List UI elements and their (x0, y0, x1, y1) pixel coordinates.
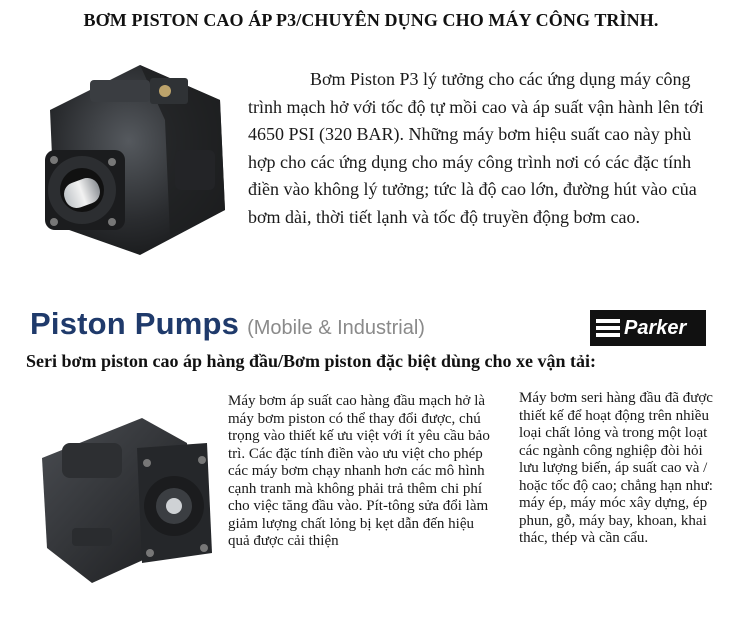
brand-header (30, 306, 730, 352)
series-description-left: Máy bơm áp suất cao hàng đầu mạch hở là máy bơm piston có thể thay đổi được, chú trọng vào thiết kế ưu việt với ít yêu cầu bảo trì. Các đặc tính điền vào ưu việt cho phép các máy bơm chạy nhanh hơn các mô hình cạnh tranh mà không phải trả thêm chi phí cho việc tăng đầu vào. Pít-tông sửa đổi làm giảm lượng chất lỏng bị kẹt dẫn đến hiệu quả được cải thiện (228, 393, 490, 549)
series-description-right: Máy bơm seri hàng đầu đã được thiết kế để hoạt động trên nhiều loại chất lỏng và trong một loạt các ngành công nghiệp đòi hỏi lưu lượng biến, áp suất cao và / hoặc tốc độ cao; chẳng hạn như: máy ép, máy móc xây dựng, ép phun, gỗ, máy bay, khoan, khai thác, thép và cần cẩu. (519, 390, 713, 546)
brand-title: Piston Pumps (30, 306, 240, 341)
series-piston-pump-image (22, 388, 218, 608)
p3-paragraph: Bơm Piston P3 lý tưởng cho các ứng dụng máy công trình mạch hở với tốc độ tự mồi cao và áp suất vận hành lên tới 4650 PSI (320 BAR). Những máy bơm hiệu suất cao này phù hợp cho các ứng dụng cho máy công trình nơi có các đặc tính điền vào không lý tưởng; tức là độ cao lớn, đường hút vào của bơm dài, thời tiết lạnh và tốc độ truyền động bơm cao. (248, 69, 704, 227)
series-heading: Seri bơm piston cao áp hàng đầu/Bơm piston đặc biệt dùng cho xe vận tải: (26, 351, 597, 371)
logo-text: Parker (624, 317, 687, 339)
logo-stripe (596, 319, 620, 323)
logo-stripe (596, 326, 620, 330)
p3-description (248, 66, 718, 231)
logo-stripe (596, 333, 620, 337)
parker-logo (590, 310, 706, 346)
page-title: BƠM PISTON CAO ÁP P3/CHUYÊN DỤNG CHO MÁY CÔNG TRÌNH. (83, 10, 659, 30)
brand-subtitle: (Mobile & Industrial) (247, 317, 425, 339)
p3-piston-pump-image (20, 40, 232, 272)
piston-pumps-heading (30, 306, 425, 342)
